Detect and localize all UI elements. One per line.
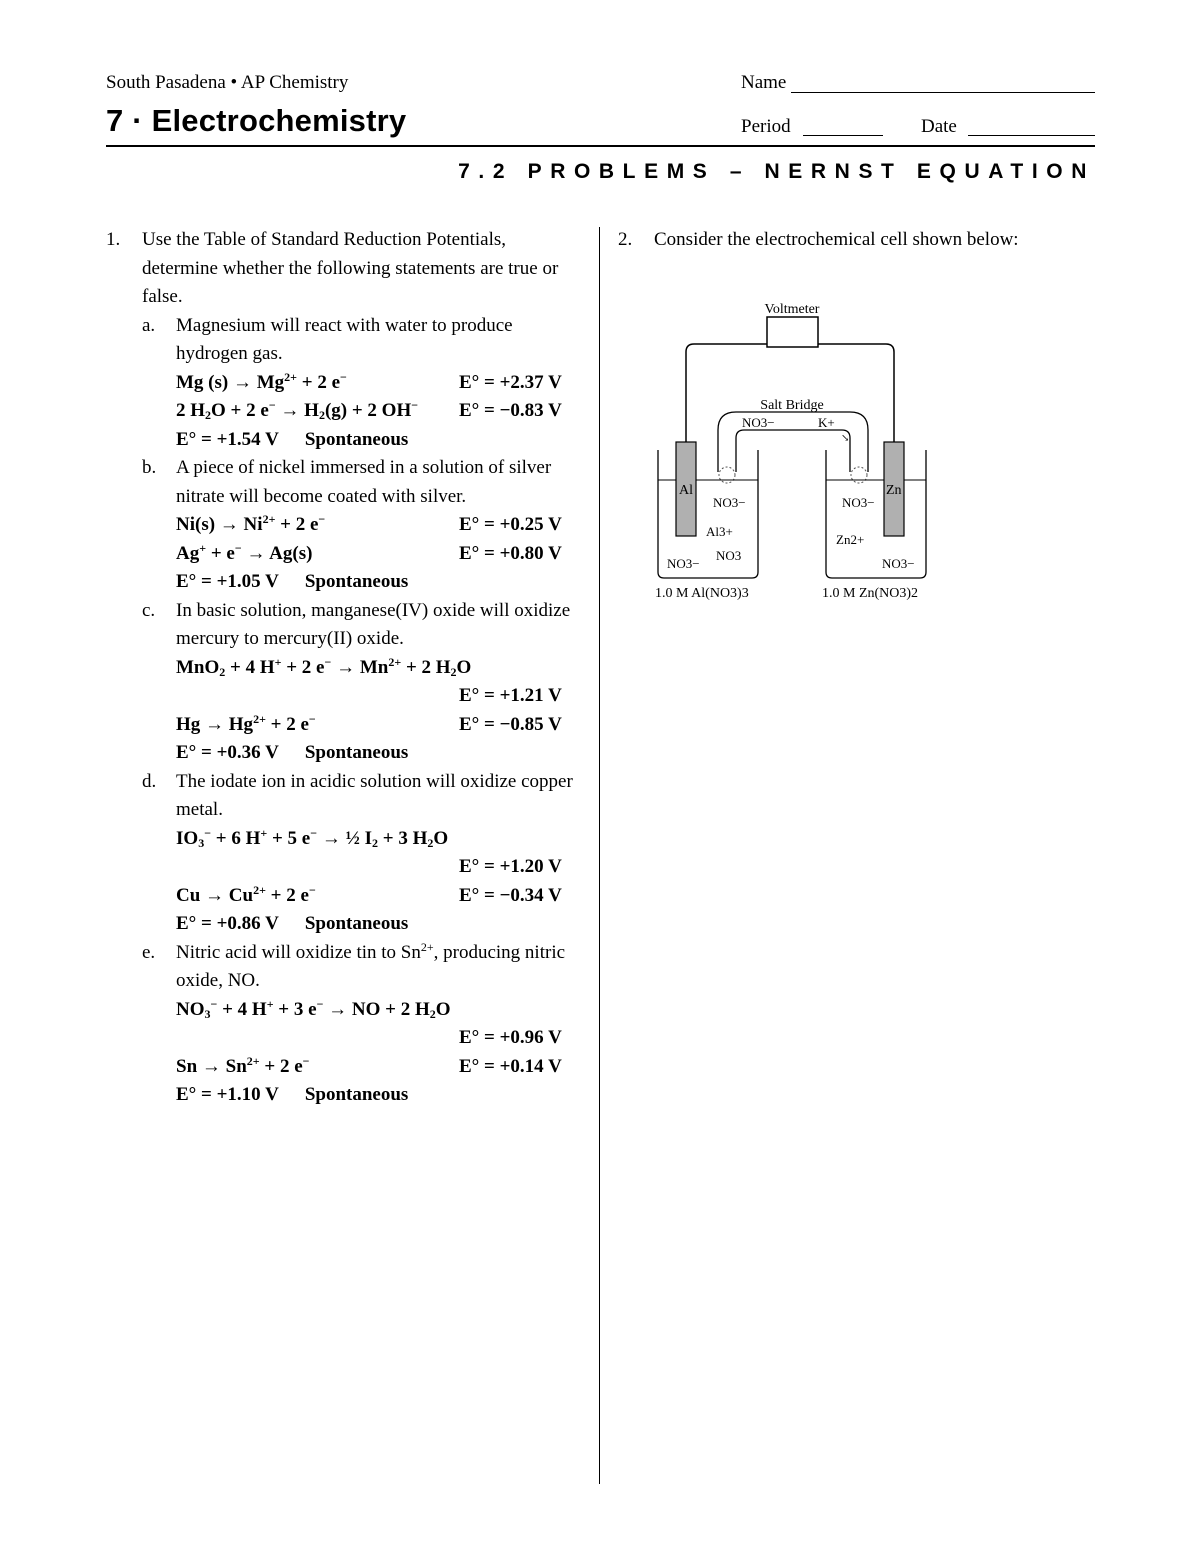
period-label: Period bbox=[741, 116, 791, 137]
potential: E° = +1.21 V bbox=[459, 685, 562, 706]
half-reaction-1 bbox=[176, 996, 582, 1025]
left-solution-label: 1.0 M Al(NO3)3 bbox=[655, 586, 749, 601]
chapter-title: 7 · Electrochemistry bbox=[106, 103, 407, 138]
statement: In basic solution, manganese(IV) oxide will oxidize mercury to mercury(II) oxide. bbox=[176, 599, 571, 649]
item-label: d. bbox=[142, 770, 157, 792]
question-1b bbox=[142, 454, 582, 597]
statement-charge: 2+ bbox=[420, 939, 434, 954]
statement bbox=[176, 939, 582, 996]
voltmeter-box bbox=[767, 317, 818, 347]
half-reaction-2 bbox=[176, 1053, 582, 1082]
name-blank-line bbox=[791, 92, 1095, 93]
potential: E° = −0.83 V bbox=[459, 400, 562, 421]
half-reaction-2 bbox=[176, 397, 582, 426]
left-ion-aluminum: Al3+ bbox=[706, 524, 733, 539]
verdict: Spontaneous bbox=[304, 571, 409, 592]
equation: $IO_3^- + 6$ H+ + 5 e− → ½ $I_2 + 3$ $H_2O$ bbox=[176, 825, 449, 850]
bridge-arrow-mark: ↘ bbox=[841, 433, 850, 444]
potential: E° = +0.80 V bbox=[459, 542, 562, 564]
bridge-anion-label: NO3− bbox=[742, 415, 775, 430]
equation: $Ni(s) \to Ni^{2+} + 2$ e− bbox=[176, 512, 326, 535]
equation: Ag+ + e− → Ag(s) bbox=[176, 540, 313, 564]
question-1c bbox=[142, 597, 582, 768]
verdict: Spontaneous bbox=[304, 1084, 409, 1105]
half-reaction-1-potential-row bbox=[176, 682, 582, 711]
item-label: e. bbox=[142, 941, 156, 963]
potential: E° = −0.85 V bbox=[459, 713, 562, 735]
section-title: 7.2 PROBLEMS – NERNST EQUATION bbox=[458, 160, 1095, 183]
right-electrode-label: Zn bbox=[886, 483, 902, 498]
verdict: Spontaneous bbox=[304, 742, 409, 763]
item-label: a. bbox=[142, 314, 156, 336]
item-label: b. bbox=[142, 457, 157, 478]
cell-potential: E° = +0.86 V bbox=[176, 913, 279, 934]
question-1 bbox=[142, 226, 582, 1110]
question-1e bbox=[142, 939, 582, 1110]
equation: 2 $H_2O + 2$ $e^- \to H_2(g) + 2$ OH− bbox=[176, 398, 419, 422]
date-blank-line bbox=[968, 135, 1095, 136]
potential: E° = +0.96 V bbox=[459, 1027, 562, 1048]
half-reaction-2 bbox=[176, 711, 582, 740]
potential: E° = +1.20 V bbox=[459, 856, 562, 877]
cell-potential: E° = +1.54 V bbox=[176, 428, 279, 450]
cell-potential: E° = +1.10 V bbox=[176, 1084, 279, 1105]
name-label: Name bbox=[741, 72, 787, 93]
potential: E° = +2.37 V bbox=[459, 371, 562, 393]
question-1a bbox=[142, 312, 582, 455]
half-reaction-1 bbox=[176, 369, 582, 398]
half-reaction-1-potential-row bbox=[176, 1024, 582, 1053]
statement: Magnesium will react with water to produce hydrogen gas. bbox=[176, 314, 513, 364]
potential: E° = +0.25 V bbox=[459, 514, 562, 535]
salt-bridge-label: Salt Bridge bbox=[760, 398, 824, 413]
right-ion-zinc: Zn2+ bbox=[836, 532, 865, 547]
verdict: Spontaneous bbox=[304, 428, 409, 450]
statement: A piece of nickel immersed in a solution of silver nitrate will become coated with silver. bbox=[176, 457, 552, 507]
equation: MnO$_2$ + 4 H+ + 2 $e^- \to Mn^{2+} + 2$ $H_2O$ bbox=[176, 654, 472, 679]
equation: $NO_3^- + 4$ H+ + 3 e− → NO + 2 $H_2O$ bbox=[176, 996, 451, 1021]
bridge-cation-label: K+ bbox=[818, 415, 835, 430]
half-reaction-1 bbox=[176, 654, 582, 683]
date-label: Date bbox=[921, 116, 957, 137]
left-ion-nitrate-3: NO3 bbox=[716, 548, 742, 563]
half-reaction-2 bbox=[176, 540, 582, 569]
half-reaction-1 bbox=[176, 825, 582, 854]
header-divider bbox=[106, 145, 1095, 147]
verdict: Spontaneous bbox=[304, 913, 409, 934]
voltmeter-label: Voltmeter bbox=[764, 302, 820, 317]
equation: $Cu \to Cu^{2+} + 2$ e− bbox=[176, 882, 316, 906]
equation: $Hg \to Hg^{2+} + 2$ e− bbox=[176, 711, 316, 735]
left-porous-plug bbox=[719, 467, 735, 483]
statement-part-1: Nitric acid will oxidize tin to Sn bbox=[176, 941, 421, 963]
column-divider bbox=[599, 227, 600, 1484]
question-2-number: 2. bbox=[618, 229, 633, 250]
item-label: c. bbox=[142, 599, 156, 621]
equation: Mg $(s) \to Mg^{2+} + 2$ e− bbox=[176, 369, 347, 393]
statement-part-2: , producing nitric oxide, NO. bbox=[176, 941, 566, 991]
answer bbox=[176, 568, 582, 597]
question-2-prompt: Consider the electrochemical cell shown below: bbox=[654, 229, 1019, 250]
potential: E° = +0.14 V bbox=[459, 1055, 562, 1077]
right-solution-label: 1.0 M Zn(NO3)2 bbox=[822, 586, 919, 601]
potential: E° = −0.34 V bbox=[459, 884, 562, 906]
right-ion-nitrate-2: NO3− bbox=[882, 556, 915, 571]
question-1-prompt: Use the Table of Standard Reduction Potentials, determine whether the following statements are true or false. bbox=[142, 229, 559, 307]
cell-potential: E° = +1.05 V bbox=[176, 571, 279, 592]
statement: The iodate ion in acidic solution will oxidize copper metal. bbox=[176, 770, 573, 820]
period-blank-line bbox=[803, 135, 883, 136]
left-ion-nitrate-2: NO3− bbox=[667, 556, 700, 571]
right-porous-plug bbox=[851, 467, 867, 483]
salt-bridge-inner bbox=[736, 430, 850, 472]
cell-potential: E° = +0.36 V bbox=[176, 742, 279, 763]
answer bbox=[176, 910, 582, 939]
question-1-number: 1. bbox=[106, 229, 121, 250]
half-reaction-1 bbox=[176, 511, 582, 540]
half-reaction-1-potential-row bbox=[176, 853, 582, 882]
answer bbox=[176, 426, 582, 455]
school-course-label: South Pasadena • AP Chemistry bbox=[106, 72, 349, 93]
half-reaction-2 bbox=[176, 882, 582, 911]
left-ion-nitrate-1: NO3− bbox=[713, 495, 746, 510]
electrochemical-cell-diagram bbox=[650, 292, 940, 612]
question-1d bbox=[142, 768, 582, 939]
left-electrode-label: Al bbox=[679, 483, 693, 498]
right-ion-nitrate-1: NO3− bbox=[842, 495, 875, 510]
equation: $Sn \to Sn^{2+} + 2$ e− bbox=[176, 1053, 310, 1077]
answer bbox=[176, 739, 582, 768]
answer bbox=[176, 1081, 582, 1110]
